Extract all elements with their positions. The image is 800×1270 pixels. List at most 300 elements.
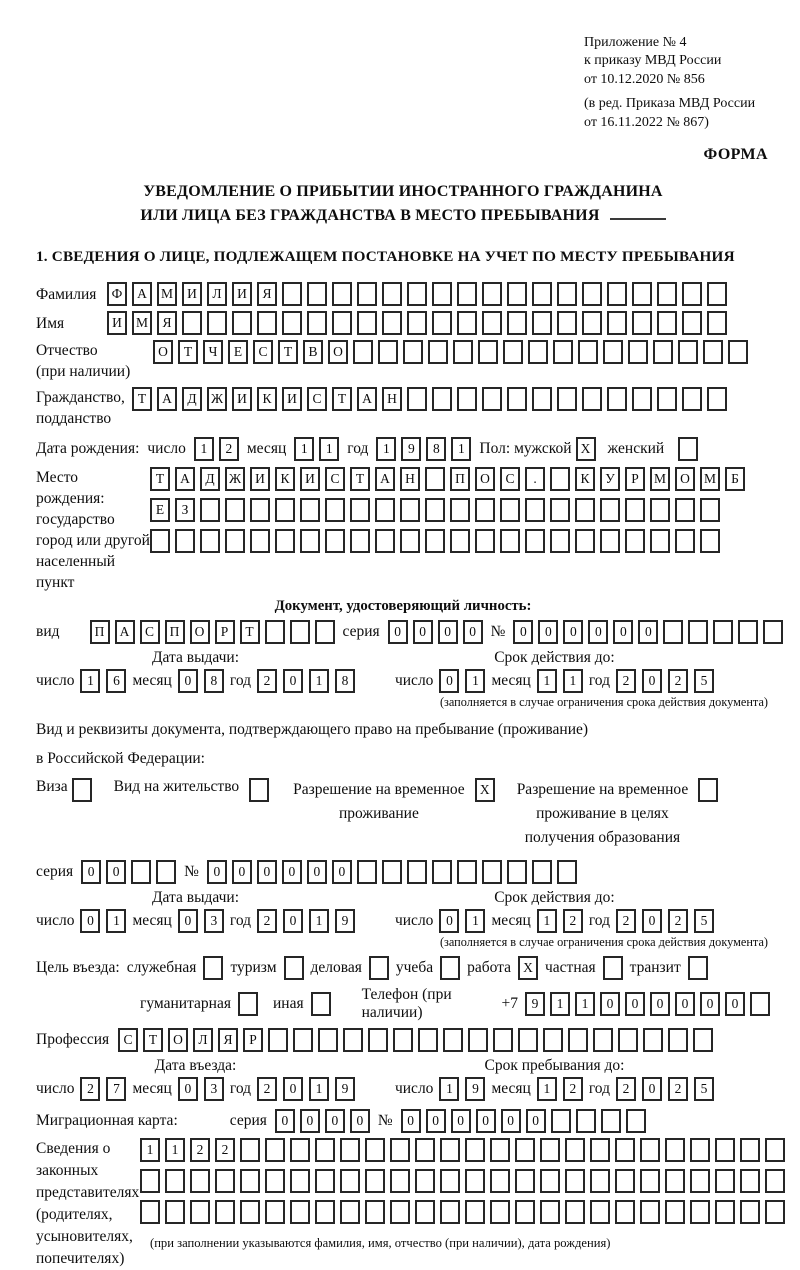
char-cell[interactable]: 0 (700, 992, 720, 1016)
char-cell[interactable]: Е (150, 498, 170, 522)
char-cell[interactable]: О (328, 340, 348, 364)
char-cell[interactable] (713, 620, 733, 644)
char-cell[interactable] (575, 529, 595, 553)
char-cell[interactable]: К (275, 467, 295, 491)
char-cell[interactable] (728, 340, 748, 364)
birth-day-cells[interactable] (194, 437, 239, 461)
char-cell[interactable] (432, 311, 452, 335)
char-cell[interactable] (703, 340, 723, 364)
char-cell[interactable] (407, 387, 427, 411)
char-cell[interactable] (532, 860, 552, 884)
char-cell[interactable] (653, 340, 673, 364)
char-cell[interactable] (707, 311, 727, 335)
char-cell[interactable] (200, 529, 220, 553)
char-cell[interactable]: 1 (309, 909, 329, 933)
char-cell[interactable]: М (700, 467, 720, 491)
char-cell[interactable]: К (257, 387, 277, 411)
char-cell[interactable] (682, 387, 702, 411)
char-cell[interactable] (601, 1109, 621, 1133)
char-cell[interactable] (378, 340, 398, 364)
char-cell[interactable]: Т (350, 467, 370, 491)
char-cell[interactable] (425, 529, 445, 553)
char-cell[interactable] (240, 1200, 260, 1224)
char-cell[interactable] (340, 1200, 360, 1224)
char-cell[interactable] (375, 498, 395, 522)
char-cell[interactable]: И (250, 467, 270, 491)
char-cell[interactable]: О (153, 340, 173, 364)
char-cell[interactable]: 0 (283, 669, 303, 693)
char-cell[interactable] (665, 1200, 685, 1224)
char-cell[interactable]: 0 (439, 909, 459, 933)
char-cell[interactable] (443, 1028, 463, 1052)
char-cell[interactable] (365, 1169, 385, 1193)
char-cell[interactable] (265, 620, 285, 644)
char-cell[interactable] (590, 1138, 610, 1162)
char-cell[interactable] (340, 1138, 360, 1162)
char-cell[interactable] (165, 1169, 185, 1193)
char-cell[interactable] (628, 340, 648, 364)
char-cell[interactable] (240, 1169, 260, 1193)
char-cell[interactable] (650, 498, 670, 522)
char-cell[interactable] (353, 340, 373, 364)
char-cell[interactable] (325, 529, 345, 553)
char-cell[interactable]: М (650, 467, 670, 491)
stay-until-month-cells[interactable] (537, 1077, 583, 1101)
char-cell[interactable]: Я (257, 282, 277, 306)
char-cell[interactable]: 0 (513, 620, 533, 644)
char-cell[interactable]: 1 (376, 437, 396, 461)
char-cell[interactable] (618, 1028, 638, 1052)
char-cell[interactable]: 0 (563, 620, 583, 644)
char-cell[interactable]: 0 (675, 992, 695, 1016)
char-cell[interactable] (557, 311, 577, 335)
char-cell[interactable]: 0 (81, 860, 101, 884)
char-cell[interactable]: К (575, 467, 595, 491)
citizenship-cells[interactable] (132, 387, 727, 411)
char-cell[interactable]: . (525, 467, 545, 491)
char-cell[interactable] (225, 529, 245, 553)
char-cell[interactable]: 0 (439, 669, 459, 693)
char-cell[interactable] (503, 340, 523, 364)
char-cell[interactable] (693, 1028, 713, 1052)
purpose-work-checkbox[interactable]: X (518, 956, 538, 980)
char-cell[interactable]: 0 (642, 909, 662, 933)
char-cell[interactable]: 1 (465, 669, 485, 693)
char-cell[interactable]: 0 (307, 860, 327, 884)
char-cell[interactable] (400, 529, 420, 553)
char-cell[interactable]: Н (400, 467, 420, 491)
mig-seriya-cells[interactable] (275, 1109, 370, 1133)
char-cell[interactable] (440, 1169, 460, 1193)
char-cell[interactable] (340, 1169, 360, 1193)
char-cell[interactable] (593, 1028, 613, 1052)
char-cell[interactable] (482, 311, 502, 335)
char-cell[interactable]: 1 (194, 437, 214, 461)
char-cell[interactable] (700, 529, 720, 553)
char-cell[interactable] (282, 282, 302, 306)
char-cell[interactable] (665, 1169, 685, 1193)
birth-place-cells-3[interactable] (150, 529, 745, 553)
char-cell[interactable] (300, 498, 320, 522)
char-cell[interactable]: Р (215, 620, 235, 644)
char-cell[interactable]: Т (143, 1028, 163, 1052)
char-cell[interactable]: 2 (257, 669, 277, 693)
char-cell[interactable] (468, 1028, 488, 1052)
char-cell[interactable]: 2 (80, 1077, 100, 1101)
char-cell[interactable]: 2 (257, 909, 277, 933)
char-cell[interactable]: 0 (178, 909, 198, 933)
char-cell[interactable]: А (375, 467, 395, 491)
char-cell[interactable] (557, 282, 577, 306)
char-cell[interactable] (518, 1028, 538, 1052)
char-cell[interactable] (300, 529, 320, 553)
char-cell[interactable] (275, 529, 295, 553)
char-cell[interactable]: Т (332, 387, 352, 411)
char-cell[interactable] (140, 1200, 160, 1224)
char-cell[interactable] (532, 311, 552, 335)
char-cell[interactable] (765, 1200, 785, 1224)
char-cell[interactable] (540, 1169, 560, 1193)
char-cell[interactable] (575, 498, 595, 522)
char-cell[interactable]: Д (182, 387, 202, 411)
char-cell[interactable] (290, 620, 310, 644)
char-cell[interactable] (640, 1169, 660, 1193)
sex-female-checkbox[interactable] (678, 437, 698, 461)
char-cell[interactable] (668, 1028, 688, 1052)
char-cell[interactable] (707, 282, 727, 306)
char-cell[interactable]: 2 (563, 909, 583, 933)
char-cell[interactable]: И (107, 311, 127, 335)
char-cell[interactable] (507, 860, 527, 884)
char-cell[interactable]: 3 (204, 1077, 224, 1101)
doc-issue-day-cells[interactable] (80, 669, 126, 693)
char-cell[interactable]: Т (178, 340, 198, 364)
char-cell[interactable]: 0 (451, 1109, 471, 1133)
char-cell[interactable] (268, 1028, 288, 1052)
char-cell[interactable]: 2 (668, 669, 688, 693)
char-cell[interactable] (500, 529, 520, 553)
stay-valid-day-cells[interactable] (439, 909, 485, 933)
char-cell[interactable] (640, 1200, 660, 1224)
char-cell[interactable] (607, 282, 627, 306)
char-cell[interactable] (440, 1200, 460, 1224)
char-cell[interactable] (582, 387, 602, 411)
char-cell[interactable] (738, 620, 758, 644)
purpose-business-checkbox[interactable] (369, 956, 389, 980)
char-cell[interactable] (315, 1138, 335, 1162)
doc-seriya-cells[interactable] (388, 620, 483, 644)
char-cell[interactable] (765, 1138, 785, 1162)
char-cell[interactable]: И (232, 387, 252, 411)
char-cell[interactable]: Е (228, 340, 248, 364)
char-cell[interactable] (715, 1138, 735, 1162)
char-cell[interactable] (207, 311, 227, 335)
char-cell[interactable]: 0 (413, 620, 433, 644)
char-cell[interactable] (765, 1169, 785, 1193)
char-cell[interactable] (625, 529, 645, 553)
char-cell[interactable] (357, 282, 377, 306)
char-cell[interactable] (576, 1109, 596, 1133)
char-cell[interactable] (663, 620, 683, 644)
char-cell[interactable]: 8 (335, 669, 355, 693)
char-cell[interactable]: 0 (438, 620, 458, 644)
char-cell[interactable]: 5 (694, 1077, 714, 1101)
doc-type-cells[interactable] (90, 620, 335, 644)
char-cell[interactable] (557, 860, 577, 884)
profession-cells[interactable] (118, 1028, 713, 1052)
char-cell[interactable]: 2 (257, 1077, 277, 1101)
char-cell[interactable]: У (600, 467, 620, 491)
char-cell[interactable] (425, 467, 445, 491)
char-cell[interactable] (307, 311, 327, 335)
char-cell[interactable] (250, 498, 270, 522)
char-cell[interactable]: П (90, 620, 110, 644)
representatives-cells-2[interactable] (140, 1169, 785, 1193)
char-cell[interactable]: 0 (625, 992, 645, 1016)
birth-place-cells-1[interactable] (150, 467, 745, 491)
char-cell[interactable]: 2 (190, 1138, 210, 1162)
char-cell[interactable]: О (475, 467, 495, 491)
char-cell[interactable] (215, 1200, 235, 1224)
char-cell[interactable]: О (675, 467, 695, 491)
char-cell[interactable] (600, 529, 620, 553)
char-cell[interactable]: 1 (439, 1077, 459, 1101)
char-cell[interactable]: 8 (204, 669, 224, 693)
char-cell[interactable] (357, 860, 377, 884)
char-cell[interactable] (432, 282, 452, 306)
char-cell[interactable] (240, 1138, 260, 1162)
char-cell[interactable] (750, 992, 770, 1016)
char-cell[interactable] (432, 860, 452, 884)
char-cell[interactable] (650, 529, 670, 553)
char-cell[interactable] (568, 1028, 588, 1052)
char-cell[interactable]: 0 (600, 992, 620, 1016)
char-cell[interactable]: 1 (575, 992, 595, 1016)
char-cell[interactable] (657, 387, 677, 411)
char-cell[interactable]: С (118, 1028, 138, 1052)
char-cell[interactable]: 2 (215, 1138, 235, 1162)
char-cell[interactable]: 0 (642, 1077, 662, 1101)
char-cell[interactable] (150, 529, 170, 553)
char-cell[interactable] (625, 498, 645, 522)
char-cell[interactable] (615, 1138, 635, 1162)
char-cell[interactable] (600, 498, 620, 522)
char-cell[interactable]: 2 (616, 669, 636, 693)
char-cell[interactable]: 0 (332, 860, 352, 884)
char-cell[interactable]: 0 (275, 1109, 295, 1133)
char-cell[interactable]: 1 (537, 669, 557, 693)
char-cell[interactable] (665, 1138, 685, 1162)
char-cell[interactable]: 0 (526, 1109, 546, 1133)
purpose-official-checkbox[interactable] (203, 956, 223, 980)
doc-issue-month-cells[interactable] (178, 669, 224, 693)
char-cell[interactable]: 0 (325, 1109, 345, 1133)
char-cell[interactable] (690, 1169, 710, 1193)
char-cell[interactable] (590, 1200, 610, 1224)
purpose-transit-checkbox[interactable] (688, 956, 708, 980)
char-cell[interactable] (293, 1028, 313, 1052)
char-cell[interactable] (190, 1200, 210, 1224)
char-cell[interactable]: 0 (401, 1109, 421, 1133)
char-cell[interactable] (407, 311, 427, 335)
char-cell[interactable] (275, 498, 295, 522)
char-cell[interactable]: 0 (613, 620, 633, 644)
char-cell[interactable]: 9 (525, 992, 545, 1016)
char-cell[interactable] (607, 387, 627, 411)
char-cell[interactable]: 2 (616, 1077, 636, 1101)
char-cell[interactable]: Ж (207, 387, 227, 411)
mig-number-cells[interactable] (401, 1109, 646, 1133)
surname-cells[interactable] (107, 282, 727, 306)
char-cell[interactable] (632, 387, 652, 411)
char-cell[interactable]: П (450, 467, 470, 491)
char-cell[interactable]: Н (382, 387, 402, 411)
char-cell[interactable] (332, 282, 352, 306)
char-cell[interactable]: Ф (107, 282, 127, 306)
char-cell[interactable] (550, 467, 570, 491)
char-cell[interactable]: 1 (537, 909, 557, 933)
sex-male-checkbox[interactable]: X (576, 437, 596, 461)
char-cell[interactable] (390, 1138, 410, 1162)
char-cell[interactable] (450, 529, 470, 553)
char-cell[interactable]: Т (240, 620, 260, 644)
char-cell[interactable] (415, 1200, 435, 1224)
char-cell[interactable]: Т (132, 387, 152, 411)
char-cell[interactable]: 1 (80, 669, 100, 693)
char-cell[interactable]: 0 (638, 620, 658, 644)
char-cell[interactable] (315, 1169, 335, 1193)
doc-number-cells[interactable] (513, 620, 783, 644)
char-cell[interactable] (582, 282, 602, 306)
char-cell[interactable] (343, 1028, 363, 1052)
char-cell[interactable] (428, 340, 448, 364)
birth-year-cells[interactable] (376, 437, 471, 461)
char-cell[interactable] (365, 1200, 385, 1224)
char-cell[interactable] (688, 620, 708, 644)
char-cell[interactable]: А (132, 282, 152, 306)
entry-year-cells[interactable] (257, 1077, 355, 1101)
char-cell[interactable] (615, 1169, 635, 1193)
entry-month-cells[interactable] (178, 1077, 224, 1101)
char-cell[interactable] (350, 529, 370, 553)
char-cell[interactable]: А (157, 387, 177, 411)
char-cell[interactable] (540, 1138, 560, 1162)
char-cell[interactable] (700, 498, 720, 522)
char-cell[interactable] (453, 340, 473, 364)
char-cell[interactable] (265, 1200, 285, 1224)
char-cell[interactable] (393, 1028, 413, 1052)
phone-cells[interactable] (525, 992, 770, 1016)
char-cell[interactable] (507, 311, 527, 335)
char-cell[interactable]: В (303, 340, 323, 364)
char-cell[interactable] (740, 1200, 760, 1224)
char-cell[interactable]: Ж (225, 467, 245, 491)
char-cell[interactable] (490, 1138, 510, 1162)
char-cell[interactable] (307, 282, 327, 306)
char-cell[interactable] (390, 1169, 410, 1193)
char-cell[interactable] (475, 529, 495, 553)
char-cell[interactable] (156, 860, 176, 884)
char-cell[interactable] (382, 860, 402, 884)
char-cell[interactable] (632, 282, 652, 306)
char-cell[interactable]: Р (243, 1028, 263, 1052)
char-cell[interactable] (357, 311, 377, 335)
char-cell[interactable] (682, 282, 702, 306)
char-cell[interactable] (500, 498, 520, 522)
char-cell[interactable]: 0 (232, 860, 252, 884)
char-cell[interactable]: 0 (283, 1077, 303, 1101)
char-cell[interactable]: 0 (300, 1109, 320, 1133)
char-cell[interactable]: 9 (401, 437, 421, 461)
char-cell[interactable]: 2 (616, 909, 636, 933)
char-cell[interactable]: Я (157, 311, 177, 335)
char-cell[interactable]: А (175, 467, 195, 491)
char-cell[interactable]: 0 (501, 1109, 521, 1133)
patronymic-cells[interactable] (153, 340, 748, 364)
char-cell[interactable] (507, 387, 527, 411)
char-cell[interactable] (175, 529, 195, 553)
char-cell[interactable] (515, 1138, 535, 1162)
char-cell[interactable] (507, 282, 527, 306)
char-cell[interactable]: 2 (219, 437, 239, 461)
char-cell[interactable]: 0 (725, 992, 745, 1016)
char-cell[interactable]: И (182, 282, 202, 306)
char-cell[interactable]: 9 (465, 1077, 485, 1101)
char-cell[interactable] (265, 1138, 285, 1162)
char-cell[interactable] (465, 1200, 485, 1224)
char-cell[interactable]: 1 (550, 992, 570, 1016)
char-cell[interactable] (290, 1169, 310, 1193)
char-cell[interactable]: Р (625, 467, 645, 491)
char-cell[interactable] (565, 1200, 585, 1224)
representatives-cells-3[interactable] (140, 1200, 785, 1224)
char-cell[interactable] (550, 529, 570, 553)
residence-permit-checkbox[interactable] (249, 778, 269, 802)
char-cell[interactable] (675, 498, 695, 522)
char-cell[interactable]: 0 (650, 992, 670, 1016)
char-cell[interactable]: З (175, 498, 195, 522)
char-cell[interactable]: 9 (335, 909, 355, 933)
char-cell[interactable] (657, 311, 677, 335)
char-cell[interactable]: 1 (309, 1077, 329, 1101)
char-cell[interactable]: И (300, 467, 320, 491)
char-cell[interactable] (375, 529, 395, 553)
char-cell[interactable] (450, 498, 470, 522)
char-cell[interactable] (675, 529, 695, 553)
char-cell[interactable]: Д (200, 467, 220, 491)
char-cell[interactable]: 9 (335, 1077, 355, 1101)
char-cell[interactable] (332, 311, 352, 335)
char-cell[interactable]: 0 (80, 909, 100, 933)
char-cell[interactable] (490, 1200, 510, 1224)
char-cell[interactable] (763, 620, 783, 644)
char-cell[interactable]: 0 (476, 1109, 496, 1133)
char-cell[interactable] (200, 498, 220, 522)
char-cell[interactable]: 1 (537, 1077, 557, 1101)
stay-issue-day-cells[interactable] (80, 909, 126, 933)
char-cell[interactable] (425, 498, 445, 522)
stay-issue-month-cells[interactable] (178, 909, 224, 933)
char-cell[interactable]: 1 (451, 437, 471, 461)
char-cell[interactable]: Ч (203, 340, 223, 364)
char-cell[interactable] (457, 387, 477, 411)
char-cell[interactable] (182, 311, 202, 335)
char-cell[interactable]: И (282, 387, 302, 411)
char-cell[interactable] (565, 1138, 585, 1162)
char-cell[interactable] (590, 1169, 610, 1193)
char-cell[interactable] (382, 282, 402, 306)
char-cell[interactable]: П (165, 620, 185, 644)
